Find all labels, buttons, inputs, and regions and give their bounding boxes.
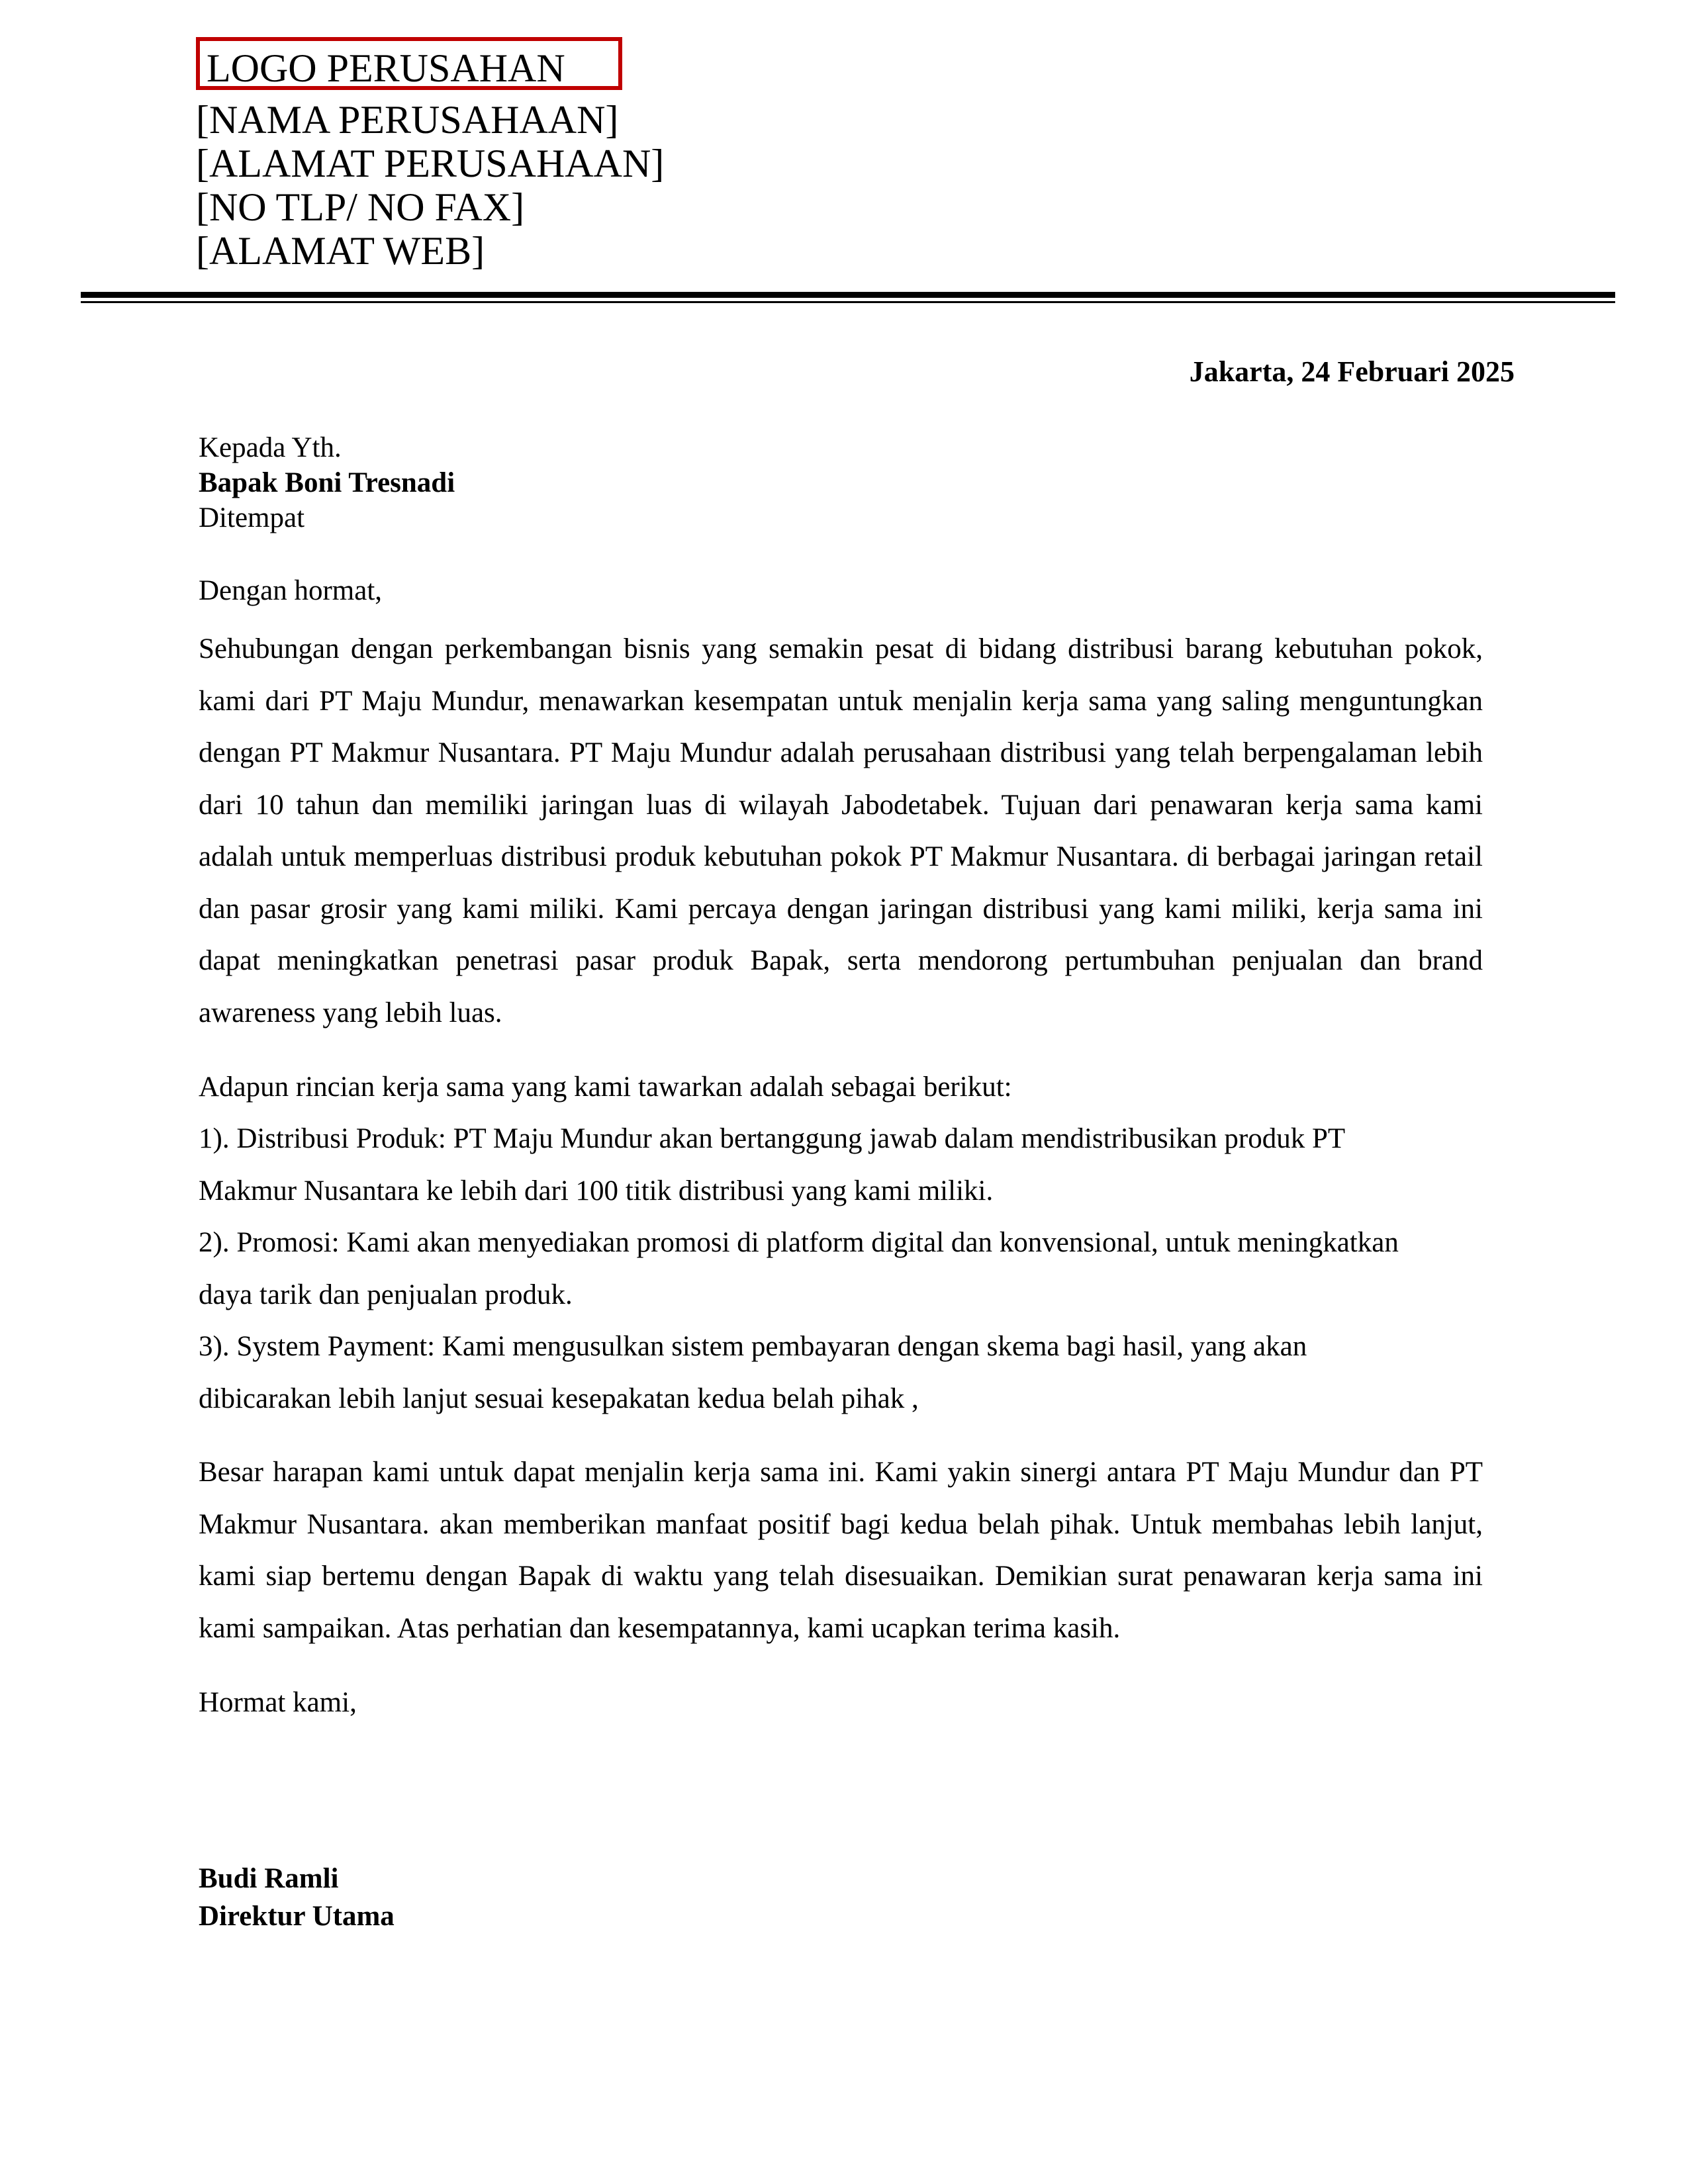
list-item bbox=[199, 1217, 1483, 1321]
company-address: [ALAMAT PERUSAHAAN] bbox=[196, 142, 665, 185]
company-website: [ALAMAT WEB] bbox=[196, 229, 485, 273]
list-item bbox=[199, 1113, 1483, 1217]
company-name: [NAMA PERUSAHAAN] bbox=[196, 98, 619, 142]
list-item-line: dibicarakan lebih lanjut sesuai kesepakatan kedua belah pihak , bbox=[199, 1383, 919, 1414]
letterhead-divider-thin bbox=[81, 301, 1615, 303]
recipient-block bbox=[199, 430, 1483, 535]
closing: Hormat kami, bbox=[199, 1687, 357, 1718]
date-line: Jakarta, 24 Februari 2025 bbox=[1189, 355, 1515, 388]
recipient-name: Bapak Boni Tresnadi bbox=[199, 467, 455, 498]
company-phone-fax: [NO TLP/ NO FAX] bbox=[196, 185, 525, 229]
list-item-line: 2). Promosi: Kami akan menyediakan promosi di platform digital dan konvensional, untuk meningkatkan bbox=[199, 1227, 1399, 1258]
signatory-title: Direktur Utama bbox=[199, 1901, 395, 1932]
recipient-salutation: Kepada Yth. bbox=[199, 432, 342, 463]
offer-details-list bbox=[199, 1113, 1483, 1425]
list-item-line: 3). System Payment: Kami mengusulkan sistem pembayaran dengan skema bagi hasil, yang akan bbox=[199, 1331, 1307, 1362]
recipient-location: Ditempat bbox=[199, 502, 305, 533]
list-intro: Adapun rincian kerja sama yang kami tawarkan adalah sebagai berikut: bbox=[199, 1071, 1012, 1103]
list-item-line: Makmur Nusantara ke lebih dari 100 titik distribusi yang kami miliki. bbox=[199, 1175, 994, 1206]
list-item bbox=[199, 1321, 1483, 1425]
logo-placeholder-text: LOGO PERUSAHAN bbox=[207, 46, 565, 90]
signatory-name: Budi Ramli bbox=[199, 1863, 339, 1894]
body-paragraph-3: Besar harapan kami untuk dapat menjalin kerja sama ini. Kami yakin sinergi antara PT Maju Mundur dan PT Makmur Nusantara. akan memberikan manfaat positif bagi kedua belah pihak. Untuk membahas lebih lanjut, kami siap bertemu dengan Bapak di waktu yang telah disesuaikan. Demikian surat penawaran kerja sama ini kami sampaikan. Atas perhatian dan kesempatannya, kami ucapkan terima kasih. bbox=[199, 1457, 1483, 1644]
body-paragraph-1: Sehubungan dengan perkembangan bisnis yang semakin pesat di bidang distribusi barang kebutuhan pokok, kami dari PT Maju Mundur, menawarkan kesempatan untuk menjalin kerja sama yang saling menguntungkan dengan PT Makmur Nusantara. PT Maju Mundur adalah perusahaan distribusi yang telah berpengalaman lebih dari 10 tahun dan memiliki jaringan luas di wilayah Jabodetabek. Tujuan dari penawaran kerja sama kami adalah untuk memperluas distribusi produk kebutuhan pokok PT Makmur Nusantara. di berbagai jaringan retail dan pasar grosir yang kami miliki. Kami percaya dengan jaringan distribusi yang kami miliki, kerja sama ini dapat meningkatkan penetrasi pasar produk Bapak, serta mendorong pertumbuhan penjualan dan brand awareness yang lebih luas. bbox=[199, 633, 1483, 1028]
letterhead-divider-thick bbox=[81, 292, 1615, 298]
greeting: Dengan hormat, bbox=[199, 575, 383, 606]
signature-block bbox=[199, 1860, 1483, 1935]
list-item-line: 1). Distribusi Produk: PT Maju Mundur akan bertanggung jawab dalam mendistribusikan produk PT bbox=[199, 1123, 1346, 1154]
list-item-line: daya tarik dan penjualan produk. bbox=[199, 1279, 573, 1310]
